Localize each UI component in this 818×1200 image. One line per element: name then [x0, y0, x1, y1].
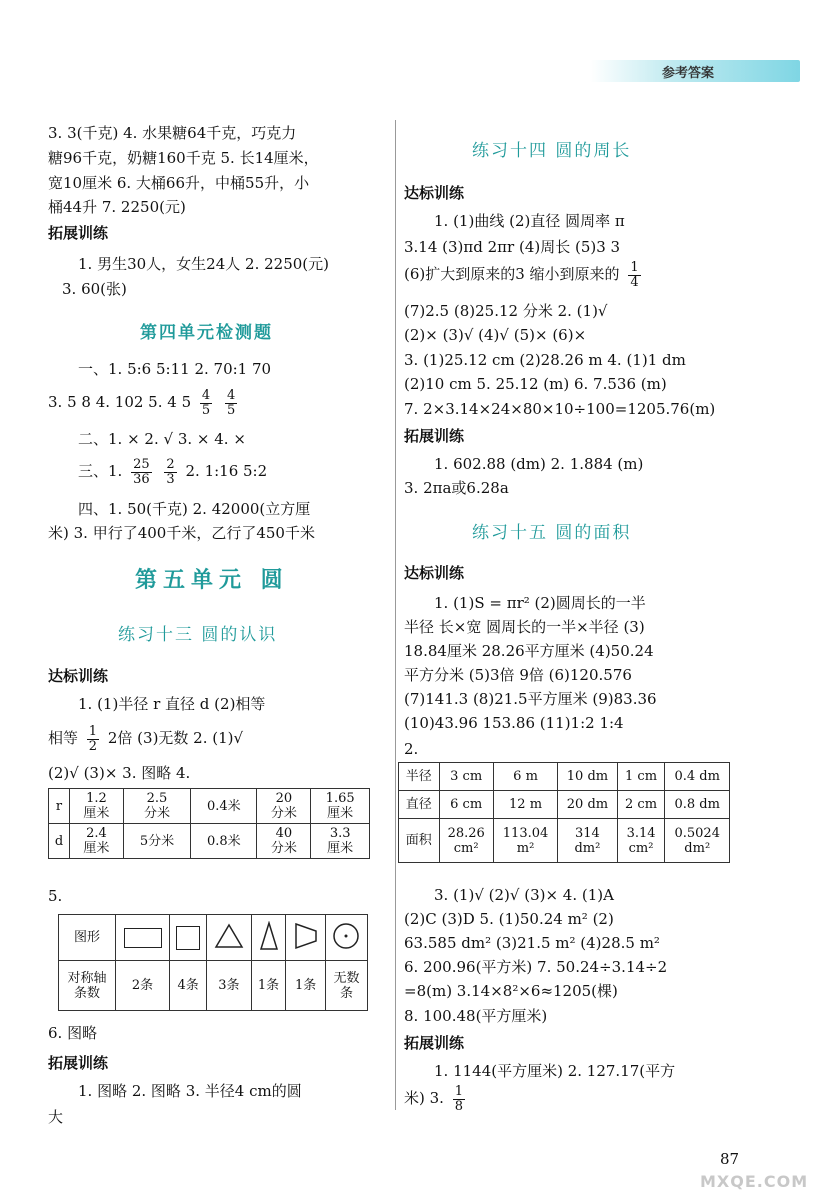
answer-line: 半径 长×宽 圆周长的一半×半径 (3)	[404, 618, 645, 636]
table-cell: 0.5024 dm²	[665, 819, 730, 863]
answer-line: 7. 2×3.14×24×80×10÷100=1205.76(m)	[404, 400, 716, 418]
answer-line: 18.84厘米 28.26平方厘米 (4)50.24	[404, 642, 654, 660]
table-cell: 0.8 dm	[665, 791, 730, 819]
answer-line	[48, 384, 241, 420]
radius-diameter-table	[48, 788, 370, 859]
table-cell: 2.5 分米	[123, 789, 190, 824]
answer-text: 三、1.	[78, 462, 123, 480]
table-cell: 113.04 m²	[493, 819, 557, 863]
answer-line: 宽10厘米 6. 大桶66升，中桶55升，小	[48, 174, 310, 192]
section-label: 拓展训练	[404, 427, 465, 445]
answer-text: 2倍 (3)无数 2. (1)√	[107, 729, 244, 747]
table-cell: 4条	[170, 961, 207, 1011]
table-cell: 直径	[399, 791, 440, 819]
answer-line: (7)141.3 (8)21.5平方厘米 (9)83.36	[404, 690, 657, 708]
fraction: $\frac{4}{5}$	[226, 387, 236, 418]
answer-line: 大	[48, 1108, 64, 1126]
table-cell: d	[49, 824, 70, 859]
page-number: 87	[720, 1150, 740, 1168]
table-cell: 图形	[59, 915, 116, 961]
table-cell: 半径	[399, 763, 440, 791]
answer-line: 6. 200.96(平方米) 7. 50.24÷3.14÷2	[404, 958, 668, 976]
answer-line	[78, 453, 267, 489]
answer-line: 1. 男生30人，女生24人 2. 2250(元)	[78, 255, 329, 273]
table-cell: 3条	[207, 961, 251, 1011]
answer-line: (2)√ (3)× 3. 图略 4.	[48, 764, 191, 782]
exercise-title: 练习十三 圆的认识	[118, 625, 278, 645]
exercise-title: 练习十五 圆的面积	[472, 523, 632, 543]
fraction: $\frac{4}{5}$	[201, 387, 211, 418]
table-cell: 3.14 cm²	[617, 819, 665, 863]
answer-line: 平方分米 (5)3倍 9倍 (6)120.576	[404, 666, 632, 684]
answer-line: 1. (1)S = πr² (2)圆周长的一半	[434, 594, 646, 612]
answer-line: 1. 1144(平方厘米) 2. 127.17(平方	[434, 1062, 676, 1080]
circle-shape	[325, 915, 367, 961]
question-number: 5.	[48, 887, 63, 905]
question-number: 2.	[404, 740, 419, 758]
table-cell: 2条	[116, 961, 170, 1011]
section-label: 达标训练	[48, 667, 109, 685]
table-cell: 5分米	[123, 824, 190, 859]
circle-area-table	[398, 762, 730, 863]
answer-line: (10)43.96 153.86 (11)1:2 1:4	[404, 714, 624, 732]
answer-line: 3. 2πa或6.28a	[404, 479, 509, 497]
section-label: 拓展训练	[404, 1034, 465, 1052]
answer-line: 3. (1)25.12 cm (2)28.26 m 4. (1)1 dm	[404, 351, 686, 369]
section-label: 拓展训练	[48, 1054, 109, 1072]
header-title: 参考答案	[662, 66, 715, 81]
answer-line	[404, 256, 645, 292]
answer-line: 四、1. 50(千克) 2. 42000(立方厘	[78, 500, 311, 518]
answer-line: 3. 60(张)	[62, 280, 127, 298]
answer-line: 米) 3. 甲行了400千米，乙行了450千米	[48, 524, 315, 542]
table-cell: 2 cm	[617, 791, 665, 819]
table-cell: 28.26 cm²	[439, 819, 493, 863]
answer-line: (2)C (3)D 5. (1)50.24 m² (2)	[404, 910, 614, 928]
table-cell: 1条	[286, 961, 326, 1011]
table-cell: 1条	[251, 961, 286, 1011]
table-cell: 0.4米	[191, 789, 257, 824]
answer-line: 糖96千克，奶糖160千克 5. 长14厘米，	[48, 149, 319, 167]
section-label: 达标训练	[404, 184, 465, 202]
table-cell: 1 cm	[617, 763, 665, 791]
unit-test-title: 第四单元检测题	[140, 323, 273, 343]
fraction: $\frac{1}{4}$	[630, 259, 639, 290]
table-cell: 1.65 厘米	[311, 789, 370, 824]
table-cell: 2.4 厘米	[70, 824, 124, 859]
table-cell: 0.4 dm	[665, 763, 730, 791]
table-cell: 314 dm²	[558, 819, 617, 863]
answer-line: 6. 图略	[48, 1024, 98, 1042]
answer-line: 二、1. × 2. √ 3. × 4. ×	[78, 430, 246, 448]
answer-line	[48, 720, 243, 756]
answer-line: (7)2.5 (8)25.12 分米 2. (1)√	[404, 302, 608, 320]
table-cell: r	[49, 789, 70, 824]
answer-line: 1. 图略 2. 图略 3. 半径4 cm的圆	[78, 1082, 302, 1100]
table-cell: 20 dm	[558, 791, 617, 819]
answer-line: (2)10 cm 5. 25.12 (m) 6. 7.536 (m)	[404, 375, 667, 393]
answer-text: 相等	[48, 729, 79, 747]
answer-line: 1. 602.88 (dm) 2. 1.884 (m)	[434, 455, 644, 473]
table-cell: 20 分米	[257, 789, 311, 824]
answer-line: 3.14 (3)πd 2πr (4)周长 (5)3 3	[404, 238, 621, 256]
answer-line: 1. (1)半径 r 直径 d (2)相等	[78, 695, 266, 713]
answer-line: (2)× (3)√ (4)√ (5)× (6)×	[404, 326, 587, 344]
table-cell: 6 m	[493, 763, 557, 791]
watermark: MXQE.COM	[700, 1172, 809, 1191]
fraction: $\frac{1}{8}$	[454, 1083, 463, 1114]
answer-text: 2. 1:16 5:2	[185, 462, 268, 480]
table-cell: 40 分米	[257, 824, 311, 859]
column-divider	[395, 120, 396, 1110]
table-cell: 12 m	[493, 791, 557, 819]
table-cell: 对称轴 条数	[59, 961, 116, 1011]
section-label: 达标训练	[404, 564, 465, 582]
fraction: $\frac{25}{36}$	[133, 456, 150, 487]
answer-line: =8(m) 3.14×8²×6≈1205(棵)	[404, 982, 618, 1000]
answer-line: 一、1. 5:6 5:11 2. 70:1 70	[78, 360, 272, 378]
answer-line: 8. 100.48(平方厘米)	[404, 1007, 548, 1025]
section-label: 拓展训练	[48, 224, 109, 242]
table-cell: 无数 条	[325, 961, 367, 1011]
table-cell: 面积	[399, 819, 440, 863]
fraction: $\frac{2}{3}$	[166, 456, 175, 487]
exercise-title: 练习十四 圆的周长	[472, 141, 632, 161]
answer-text: (6)扩大到原来的3 缩小到原来的	[404, 265, 620, 283]
answer-line: 3. 3(千克) 4. 水果糖64千克，巧克力	[48, 124, 297, 142]
table-cell: 0.8米	[191, 824, 257, 859]
table-cell: 6 cm	[439, 791, 493, 819]
table-cell: 1.2 厘米	[70, 789, 124, 824]
square-shape	[170, 915, 207, 961]
answer-line: 1. (1)曲线 (2)直径 圆周率 π	[434, 212, 625, 230]
answer-text: 3. 5 8 4. 102 5. 4 5	[48, 393, 192, 411]
answer-line	[404, 1080, 469, 1116]
triangle-shape	[207, 915, 251, 961]
table-cell: 10 dm	[558, 763, 617, 791]
trapezoid-shape	[286, 915, 326, 961]
fraction: $\frac{1}{2}$	[88, 723, 98, 754]
answer-line: 3. (1)√ (2)√ (3)× 4. (1)A	[434, 886, 614, 904]
table-cell: 3 cm	[439, 763, 493, 791]
symmetry-table	[58, 914, 368, 1011]
isosceles-triangle-shape	[251, 915, 286, 961]
unit-title: 第五单元 圆	[135, 568, 289, 593]
answer-line: 桶44升 7. 2250(元)	[48, 198, 186, 216]
answer-line: 63.585 dm² (3)21.5 m² (4)28.5 m²	[404, 934, 660, 952]
table-cell: 3.3 厘米	[311, 824, 370, 859]
answer-text: 米) 3.	[404, 1089, 444, 1107]
rectangle-shape	[116, 915, 170, 961]
